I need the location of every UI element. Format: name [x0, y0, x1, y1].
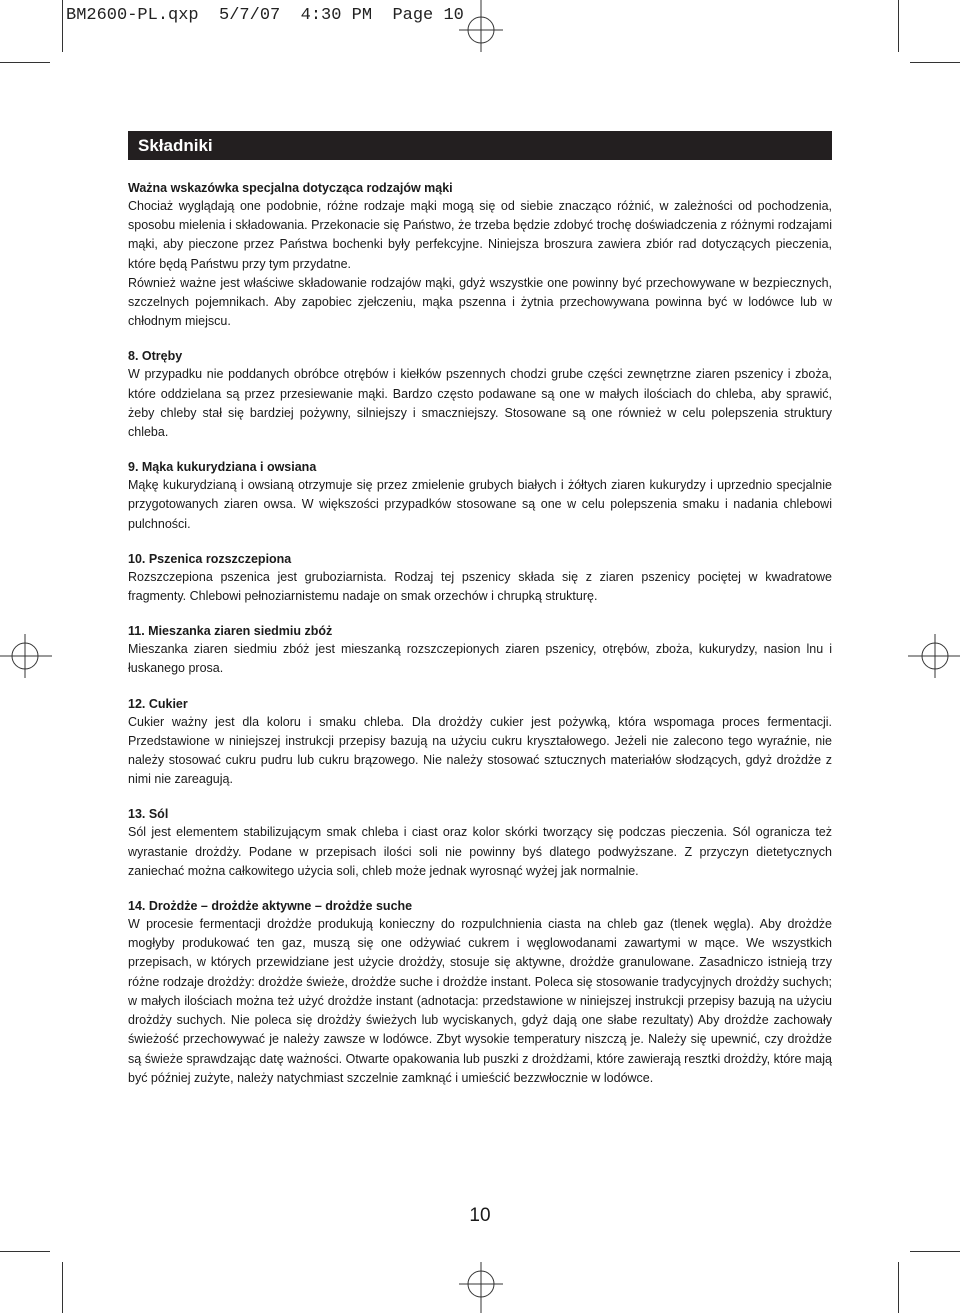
registration-mark-top-icon: [459, 0, 503, 52]
section-yeast: [128, 898, 832, 1088]
print-slug: BM2600-PL.qxp 5/7/07 4:30 PM Page 10: [66, 6, 464, 25]
section-text: W procesie fermentacji drożdże produkują konieczny do rozpulchnienia ciasta na chleb gaz (tlenek węgla). Aby drożdże mogłyby produkować ten gaz, muszą się one odżywiać cukrem i węglowodanami zawartymi w mące. We wszystkich przepisach, w których przewidziane jest użycie drożdży, stosuje się aktywne, drożdże granulowane. Zasadniczo istnieją trzy różne rodzaje drożdży: drożdże świeże, drożdże suche i drożdże instant. Poleca się stosowanie tradycyjnych drożdży suchych; w małych ilościach można też użyć drożdże instant (adnotacja: przedstawione w niniejszej instrukcji przepisy bazują na użyciu drożdży suchych. Nie poleca się drożdży świeżych lub wyciskanych, gdyż dają one słabe rezultaty) Aby drożdże zachowały świeżość przechowywać je należy zawsze w lodówce. Zbyt wysokie temperatury niszczą je. Należy się upewnić, czy drożdże są świeże sprawdzając datę ważności. Otwarte opakowania lub puszki z drożdżami, które zawierają resztki drożdży, które mają być później zużyte, należy natychmiast szczelnie zamknąć i umieścić bezzwłocznie w lodówce.: [128, 917, 832, 1085]
registration-mark-right-icon: [908, 634, 960, 678]
crop-mark-top-right-v: [898, 0, 899, 52]
intro-paragraph-1: Chociaż wyglądają one podobnie, różne rodzaje mąki mogą się od siebie znacząco różnić, w zależności od pochodzenia, sposobu mielenia i składowania. Przekonacie się Państwo, że trzeba będzie zdobyć trochę doświadczenia z różnymi rodzajami mąki, aby pieczone przez Państwa bochenki były perfekcyjne. Niniejsza broszura zawiera zbiór rad dotyczących pieczenia, które będą Państwu przy tym przydatne.: [128, 199, 832, 271]
section-title: 13. Sól: [128, 807, 169, 822]
section-text: W przypadku nie poddanych obróbce otrębów i kiełków pszennych chodzi grube części zewnętrzne ziaren pszenicy i zboża, które oddzielana są przez przesiewanie mąki. Bardzo często podawane są one w małych ilościach do chleba, aby sprawić, żeby chleby stał się bardziej pożywny, silniejszy i smaczniejszy. Stosowane są one również w celu polepszenia struktury chleba.: [128, 367, 832, 440]
crop-mark-top-right-h: [910, 62, 960, 63]
section-title: 9. Mąka kukurydziana i owsiana: [128, 460, 317, 475]
crop-mark-bottom-left-v: [62, 1262, 63, 1313]
section-banner: Składniki: [128, 131, 832, 160]
crop-mark-top-left-v: [62, 0, 63, 52]
section-title: 8. Otręby: [128, 349, 183, 364]
registration-mark-bottom-icon: [459, 1262, 503, 1313]
intro-section: [128, 180, 832, 331]
section-text: Cukier ważny jest dla koloru i smaku chleba. Dla drożdży cukier jest pożywką, która wspomaga proces fermentacji. Przedstawione w niniejszej instrukcji przepisy bazują na użyciu cukru kryształowego. Jeżeli nie zalecono tego wyraźnie, nie należy stosować cukru pudru lub cukru brązowego. Nie należy stosować sztucznych materiałów słodzących, gdyż drożdże z nimi nie zareagują.: [128, 714, 832, 787]
section-sugar: [128, 696, 832, 790]
section-corn-oat-flour: [128, 459, 832, 534]
crop-mark-bottom-left-h: [0, 1251, 50, 1252]
page-number: 10: [469, 1205, 491, 1226]
section-cracked-wheat: [128, 551, 832, 606]
section-seven-grain: [128, 623, 832, 678]
crop-mark-bottom-right-v: [898, 1262, 899, 1313]
crop-mark-top-left-h: [0, 62, 50, 63]
page-content: [128, 131, 832, 1105]
section-text: Rozszczepiona pszenica jest gruboziarnista. Rodzaj tej pszenicy składa się z ziaren pszenicy pociętej w kwadratowe fragmenty. Chlebowi pełnoziarnistemu nadaje on smak orzechów i chrupką strukturę.: [128, 569, 832, 604]
intro-paragraph-2: Również ważne jest właściwe składowanie rodzajów mąki, gdyż wszystkie one powinny być przechowywane w bezpiecznych, szczelnych pojemnikach. Aby zapobiec zjełczeniu, mąka pszenna i żytnia przechowywana powinna być w lodówce lub w chłodnym miejscu.: [128, 275, 832, 329]
section-title: 11. Mieszanka ziaren siedmiu zbóż: [128, 624, 333, 639]
section-text: Mieszanka ziaren siedmiu zbóż jest mieszanką rozszczepionych ziaren pszenicy, otrębów, zboża, kukurydzy, nasion lnu i łuskanego prosa.: [128, 642, 832, 676]
section-title: 10. Pszenica rozszczepiona: [128, 551, 292, 566]
intro-title: Ważna wskazówka specjalna dotycząca rodzajów mąki: [128, 181, 453, 195]
section-text: Mąkę kukurydzianą i owsianą otrzymuje się przez zmielenie grubych białych i żółtych ziaren kukurydzy i uprzednio specjalnie przygotowanych ziaren owsa. W większości przypadków stosowane są one w celu polepszenia smaku i nadania chlebowi pulchności.: [128, 478, 832, 531]
section-salt: [128, 806, 832, 881]
crop-mark-bottom-right-h: [910, 1251, 960, 1252]
section-bran: [128, 348, 832, 442]
section-text: Sól jest elementem stabilizującym smak chleba i ciast oraz kolor skórki tworzący się podczas pieczenia. Sól ogranicza też wyrastanie drożdży. Podane w przepisach ilości soli nie powinny byś dlatego podwyższane. Z przyczyn dietetycznych zaniechać można całkowitego użycia soli, chleb może jednak wyrosnąć wyżej jak normalnie.: [128, 825, 832, 878]
section-title: 12. Cukier: [128, 696, 188, 711]
section-title: 14. Drożdże – drożdże aktywne – drożdże suche: [128, 899, 413, 914]
registration-mark-left-icon: [0, 634, 52, 678]
